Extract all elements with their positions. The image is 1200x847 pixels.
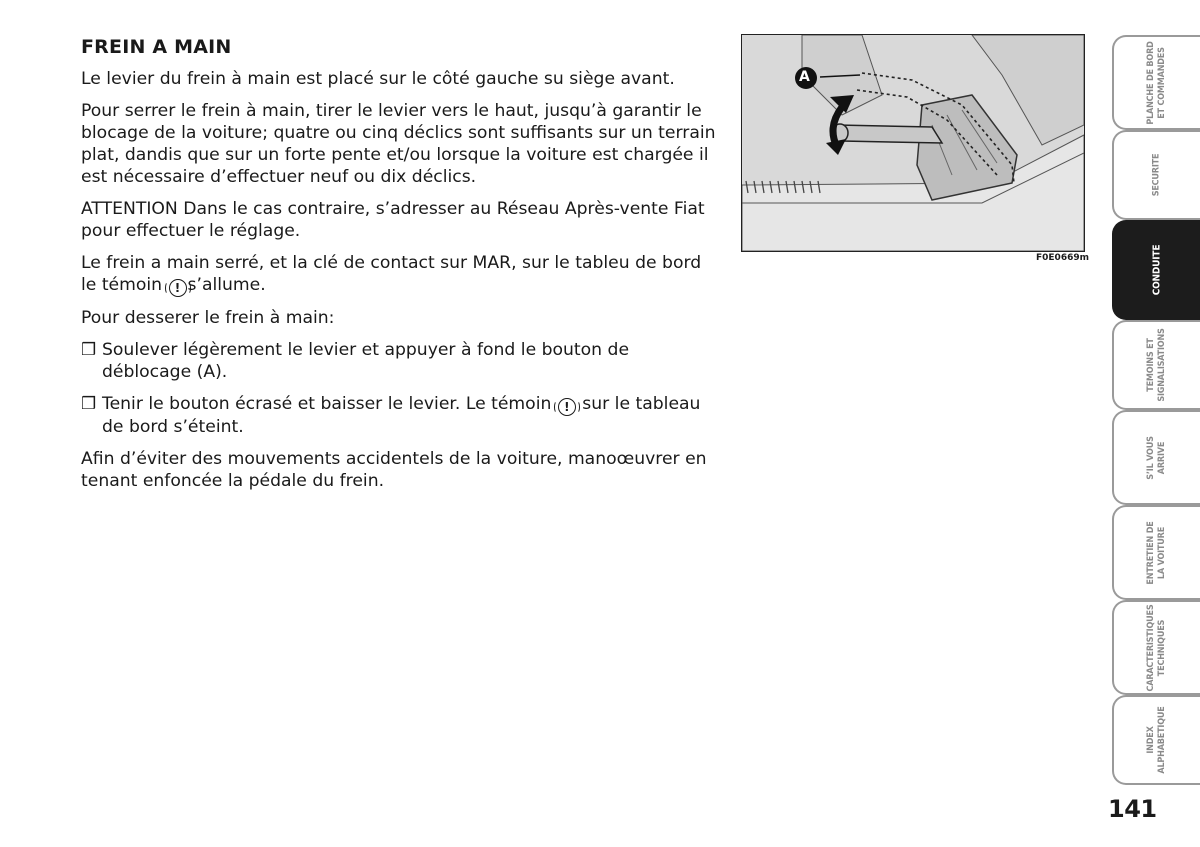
paragraph-release-intro: Pour desserer le frein à main:	[81, 308, 335, 328]
figure-caption: F0E0669m	[1036, 253, 1089, 263]
tab-planche-de-bord[interactable]: PLANCHE DE BORD ET COMMANDES	[1112, 35, 1200, 130]
brake-warning-icon: !	[169, 279, 187, 297]
main-content	[81, 36, 721, 502]
paragraph-attention: ATTENTION Dans le cas contraire, s’adresser au Réseau Après-vente Fiat pour effectuer le réglage.	[81, 199, 705, 241]
handbrake-illustration	[741, 34, 1085, 252]
brake-warning-icon: !	[558, 398, 576, 416]
paragraph-warning-light	[81, 252, 721, 297]
handbrake-drawing	[742, 35, 1084, 251]
paragraph-safety: Afin d’éviter des mouvements accidentels de la voiture, manoœuvrer en tenant enfoncée la pédale du frein.	[81, 449, 707, 491]
list-item-text: Tenir le bouton écrasé et baisser le levier. Le témoin	[102, 394, 557, 414]
paragraph-apply-brake: Pour serrer le frein à main, tirer le levier vers le haut, jusqu’à garantir le blocage de la voiture; quatre ou cinq déclics sont suffisants sur un terrain plat, dandis que sur un forte pente et/ou lorsque la voiture est chargée il est nécessaire d’effectuer neuf ou dix déclics.	[81, 101, 716, 187]
section-title: FREIN A MAIN	[81, 36, 232, 58]
paragraph-warning-light-text-end: s’allume.	[187, 275, 266, 295]
list-item-text: Soulever légèrement le levier et appuyer à fond le bouton de déblocage (A).	[102, 340, 630, 382]
tab-temoins-et-signalisations[interactable]: TEMOINS ET SIGNALISATIONS	[1112, 320, 1200, 410]
tab-securite[interactable]: SECURITE	[1112, 130, 1200, 220]
list-item	[81, 339, 721, 383]
list-item-text-end: sur le tableau de bord s’éteint.	[102, 394, 701, 437]
checkbox-bullet-icon: ❒	[81, 394, 97, 414]
paragraph-warning-light-text: Le frein a main serré, et la clé de contact sur MAR, sur le tableu de bord le témoin	[81, 253, 702, 295]
tab-sil-vous-arrive[interactable]: S’IL VOUS ARRIVE	[1112, 410, 1200, 505]
list-item	[81, 393, 721, 438]
tab-caracteristiques-techniques[interactable]: CARACTERISTIQUES TECHNIQUES	[1112, 600, 1200, 695]
checkbox-bullet-icon: ❒	[81, 340, 97, 360]
paragraph-lever-location: Le levier du frein à main est placé sur le côté gauche su siège avant.	[81, 69, 675, 89]
tab-entretien-de-la-voiture[interactable]: ENTRETIEN DE LA VOITURE	[1112, 505, 1200, 600]
page-number: 141	[1108, 795, 1157, 823]
tab-index-alphabetique[interactable]: INDEX ALPHABETIQUE	[1112, 695, 1200, 785]
callout-a-label: A	[799, 69, 810, 85]
tab-conduite[interactable]: CONDUITE	[1112, 220, 1200, 320]
